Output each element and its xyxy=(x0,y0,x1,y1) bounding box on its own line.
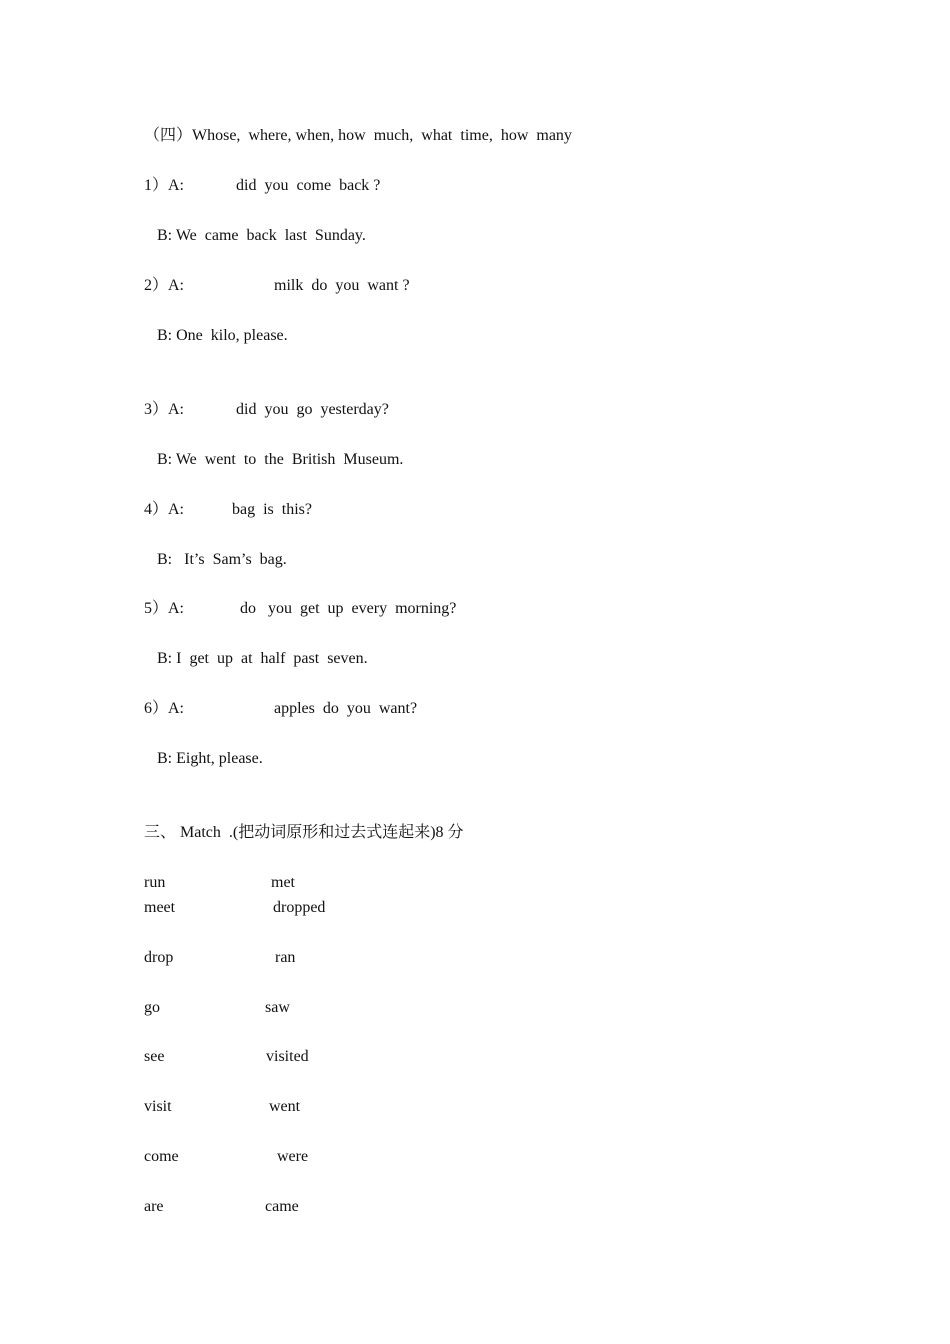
match-base-verb: see xyxy=(144,1048,165,1065)
question-2-text: milk do you want ? xyxy=(274,277,410,294)
match-base-verb: are xyxy=(144,1198,164,1215)
match-base-verb: drop xyxy=(144,949,174,966)
match-past-verb: visited xyxy=(266,1048,309,1065)
answer-4-text: B: It’s Sam’s bag. xyxy=(157,551,287,568)
match-past-verb: saw xyxy=(265,999,290,1016)
answer-5-text: B: I get up at half past seven. xyxy=(157,650,368,667)
match-base-verb: run xyxy=(144,874,166,891)
question-4-text: bag is this? xyxy=(232,501,312,518)
match-past-verb: went xyxy=(269,1098,301,1115)
section-3-heading: 三、 Match .(把动词原形和过去式连起来)8 分 xyxy=(144,824,464,841)
question-1-label: 1）A: xyxy=(144,177,185,194)
match-past-verb: met xyxy=(271,874,295,891)
match-past-verb: were xyxy=(277,1148,309,1165)
question-1-text: did you come back ? xyxy=(236,177,381,194)
answer-3-text: B: We went to the British Museum. xyxy=(157,451,404,468)
question-3-text: did you go yesterday? xyxy=(236,401,389,418)
match-base-verb: come xyxy=(144,1148,179,1165)
question-4-label: 4）A: xyxy=(144,501,185,518)
match-past-verb: came xyxy=(265,1198,299,1215)
match-past-verb: dropped xyxy=(273,899,326,916)
answer-2-text: B: One kilo, please. xyxy=(157,327,288,344)
section-4-heading: （四）Whose, where, when, how much, what time, how many xyxy=(144,127,572,144)
answer-6-text: B: Eight, please. xyxy=(157,750,263,767)
match-base-verb: meet xyxy=(144,899,176,916)
question-5-label: 5）A: xyxy=(144,600,185,617)
question-3-label: 3）A: xyxy=(144,401,185,418)
answer-1-text: B: We came back last Sunday. xyxy=(157,227,366,244)
question-5-text: do you get up every morning? xyxy=(240,600,457,617)
match-past-verb: ran xyxy=(275,949,296,966)
match-base-verb: visit xyxy=(144,1098,172,1115)
match-base-verb: go xyxy=(144,999,160,1016)
question-2-label: 2）A: xyxy=(144,277,185,294)
question-6-text: apples do you want? xyxy=(274,700,418,717)
question-6-label: 6）A: xyxy=(144,700,185,717)
